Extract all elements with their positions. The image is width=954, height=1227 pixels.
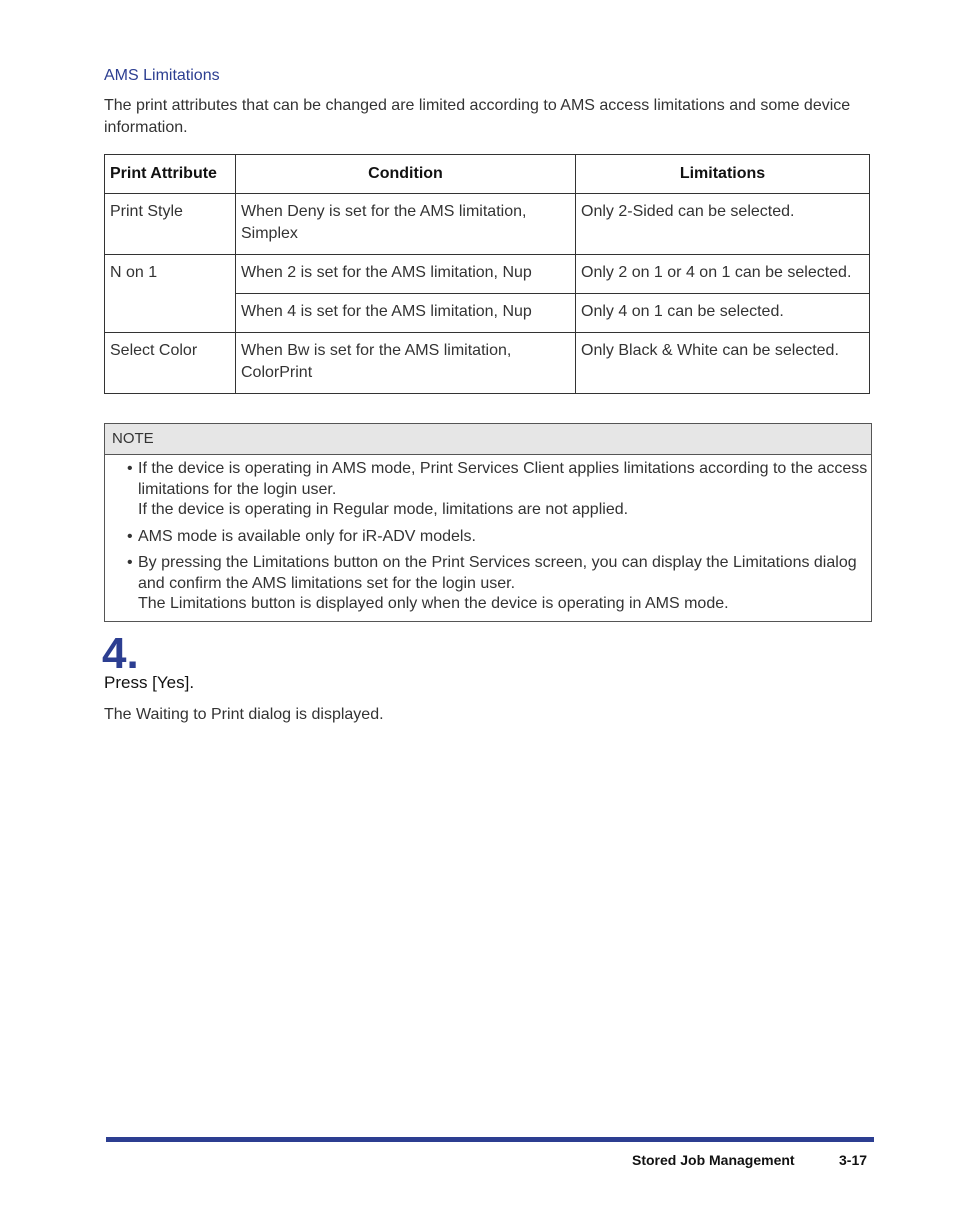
step-description: The Waiting to Print dialog is displayed. [104,706,384,723]
section-title: AMS Limitations [104,67,220,84]
header-limitations: Limitations [576,155,870,194]
cell-condition: When 2 is set for the AMS limitation, Nup [236,255,576,294]
table-header-row [105,155,870,194]
cell-condition: When Deny is set for the AMS limitation, Simplex [236,194,576,255]
note-text: If the device is operating in AMS mode, Print Services Client applies limitations according to the access limitations for the login user. [138,460,868,498]
table-row [105,255,870,294]
list-item [127,527,871,548]
note-list [105,455,871,615]
cell-limitation: Only 4 on 1 can be selected. [576,294,870,333]
table-row [105,333,870,394]
cell-condition: When Bw is set for the AMS limitation, ColorPrint [236,333,576,394]
step-title: Press [Yes]. [104,673,195,692]
cell-condition: When 4 is set for the AMS limitation, Nup [236,294,576,333]
note-text: The Limitations button is displayed only when the device is operating in AMS mode. [138,595,729,612]
cell-attribute: Select Color [105,333,236,394]
header-print-attribute: Print Attribute [105,155,236,194]
list-item [127,553,871,615]
note-text: If the device is operating in Regular mode, limitations are not applied. [138,501,629,518]
intro-paragraph: The print attributes that can be changed are limited according to AMS access limitations and some device information. [104,97,851,136]
note-header: NOTE [105,424,871,455]
cell-limitation: Only 2-Sided can be selected. [576,194,870,255]
list-item [127,459,871,521]
footer-chapter-title: Stored Job Management [632,1152,795,1168]
step-number: 4. [102,629,139,678]
limitations-table [104,154,870,394]
cell-attribute: N on 1 [105,255,236,333]
cell-attribute: Print Style [105,194,236,255]
header-condition: Condition [236,155,576,194]
cell-limitation: Only 2 on 1 or 4 on 1 can be selected. [576,255,870,294]
cell-limitation: Only Black & White can be selected. [576,333,870,394]
note-text: By pressing the Limitations button on the Print Services screen, you can display the Limitations dialog and confirm the AMS limitations set for the login user. [138,554,857,592]
note-box [104,423,872,622]
page-number: 3-17 [839,1152,868,1168]
note-text: AMS mode is available only for iR-ADV models. [138,527,476,545]
footer-divider [106,1137,874,1142]
table-row [105,194,870,255]
